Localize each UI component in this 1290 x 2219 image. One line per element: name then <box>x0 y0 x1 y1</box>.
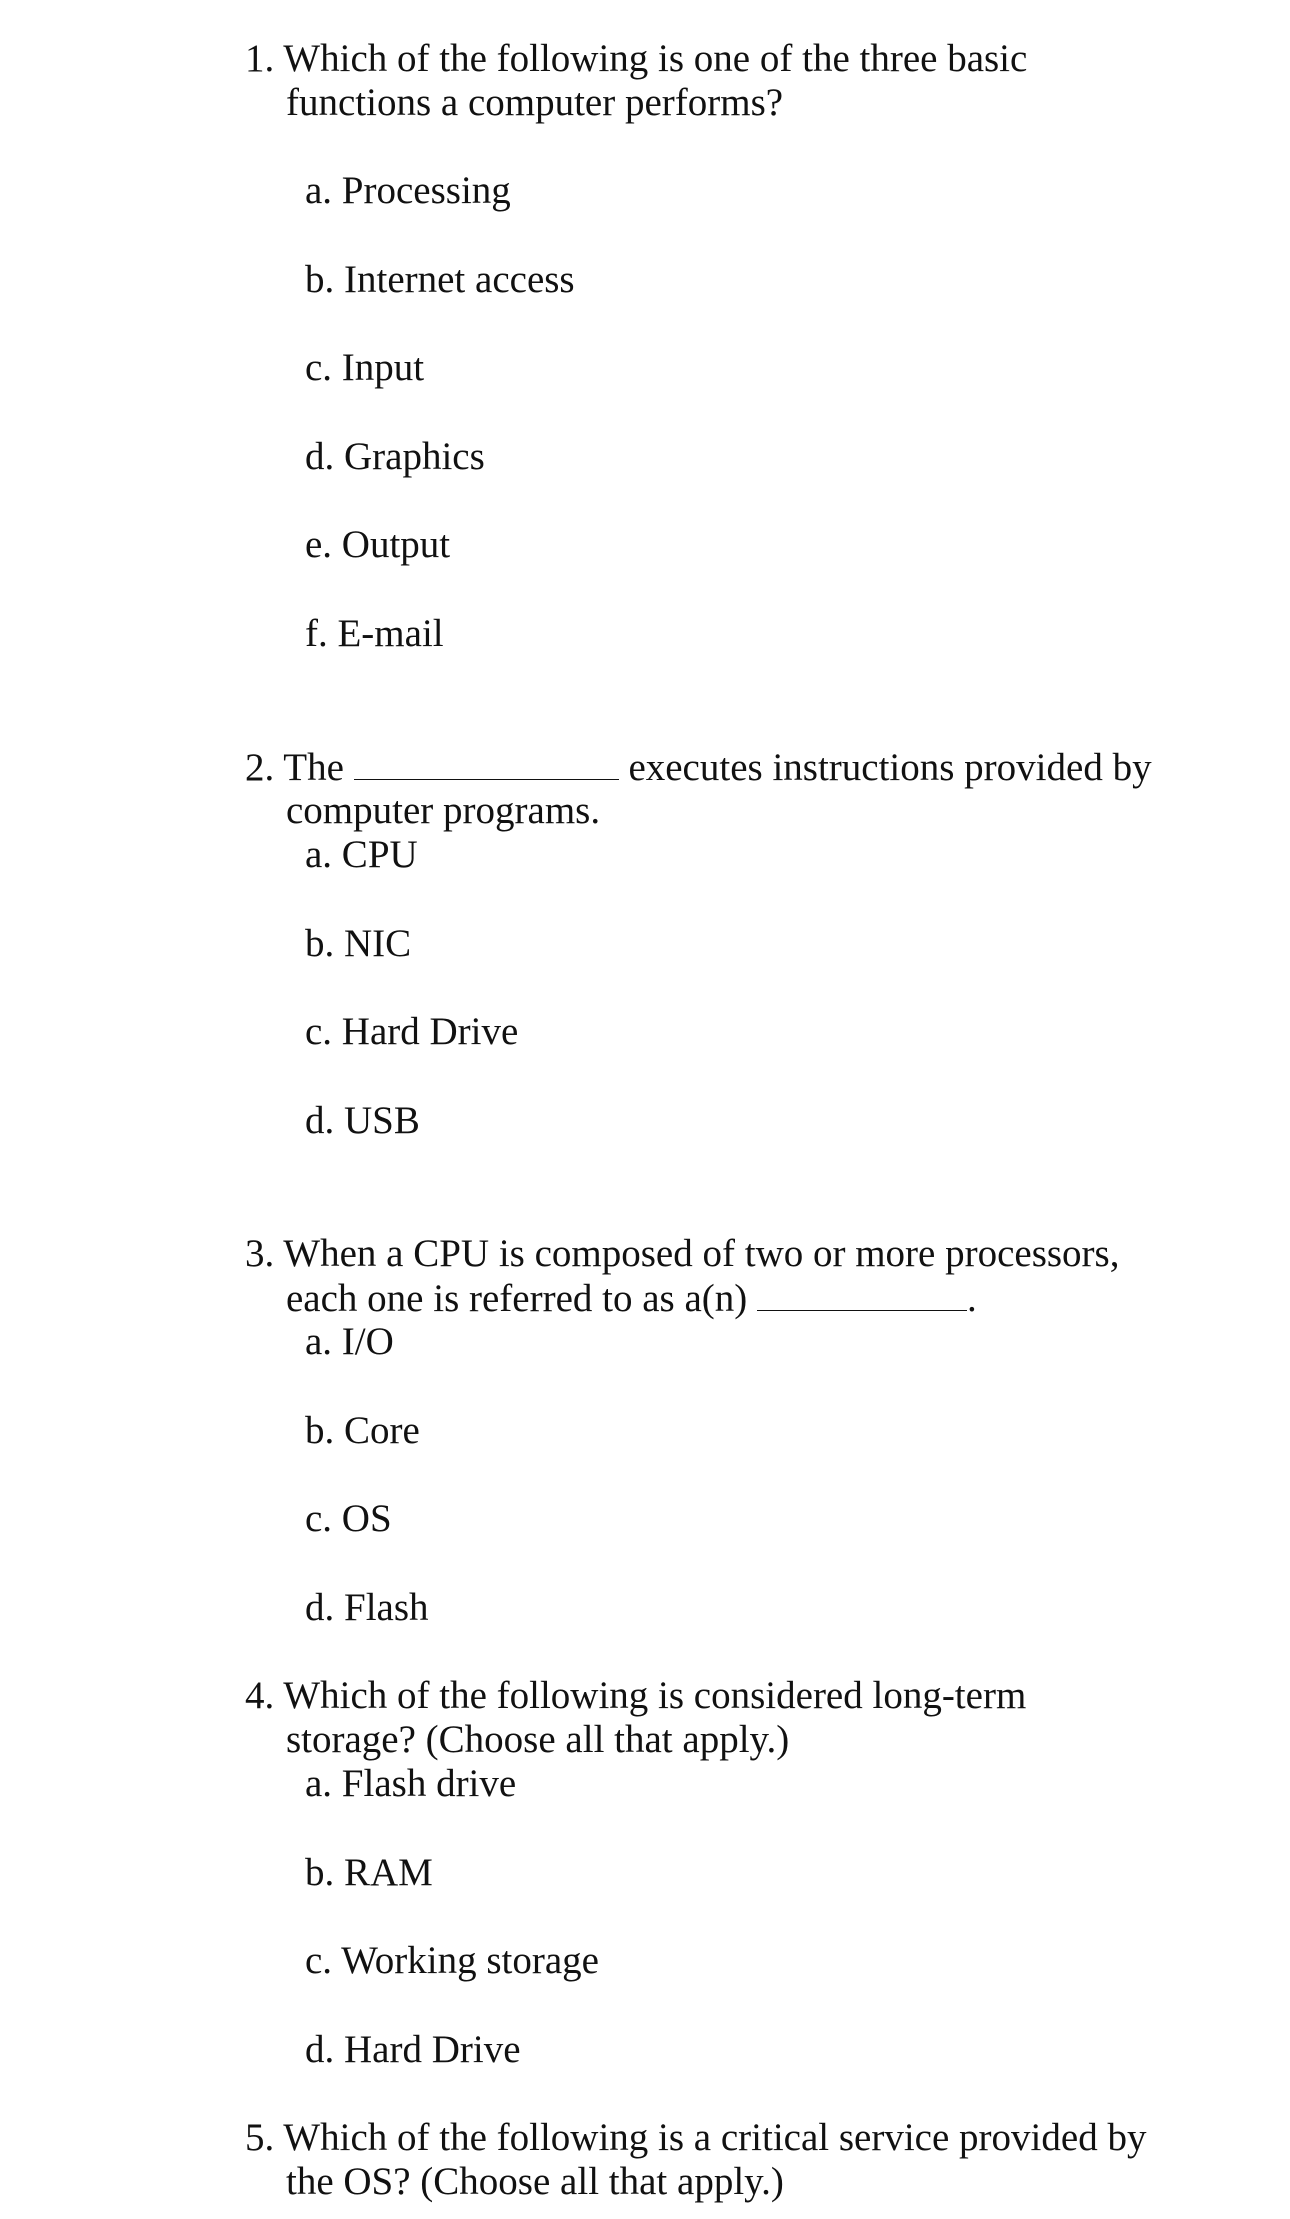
question-3-line1 <box>245 1232 1119 1276</box>
question-1-line2: functions a computer performs? <box>286 81 784 124</box>
question-number: 2. <box>245 746 275 789</box>
answer-option: c. Hard Drive <box>305 1010 519 1053</box>
answer-option: a. I/O <box>305 1320 394 1363</box>
answer-option: a. Flash drive <box>305 1762 517 1805</box>
answer-option: f. E-mail <box>305 612 444 655</box>
answer-option: a. Processing <box>305 169 511 212</box>
answer-option: e. Output <box>305 523 451 566</box>
answer-option: b. Internet access <box>305 258 575 301</box>
question-4-line1 <box>245 1674 1026 1718</box>
question-text: each one is referred to as a(n) <box>286 1277 748 1320</box>
question-1-line1 <box>245 37 1027 81</box>
question-text: Which of the following is one of the three basic <box>283 37 1028 80</box>
answer-option: b. RAM <box>305 1851 433 1894</box>
answer-option: d. Hard Drive <box>305 2028 521 2071</box>
answer-option: c. Input <box>305 346 425 389</box>
answer-option: d. Flash <box>305 1586 429 1629</box>
question-5-line2: the OS? (Choose all that apply.) <box>286 2160 784 2203</box>
answer-option: a. CPU <box>305 833 418 876</box>
question-text: When a CPU is composed of two or more processors, <box>283 1232 1120 1275</box>
answer-option: d. Graphics <box>305 435 485 478</box>
answer-option: c. Working storage <box>305 1939 599 1982</box>
fill-in-blank <box>757 1276 967 1311</box>
answer-option: b. Core <box>305 1409 420 1452</box>
answer-option: d. USB <box>305 1099 420 1142</box>
answer-option: b. NIC <box>305 922 412 965</box>
question-text: Which of the following is a critical service provided by <box>283 2116 1147 2159</box>
question-text: executes instructions provided by <box>628 746 1152 789</box>
question-2-line2: computer programs. <box>286 789 601 832</box>
question-3-line2 <box>286 1276 977 1321</box>
question-text: Which of the following is considered long-term <box>283 1674 1027 1717</box>
question-number: 5. <box>245 2116 275 2159</box>
question-number: 4. <box>245 1674 275 1717</box>
question-2-line1 <box>245 745 1152 790</box>
question-number: 1. <box>245 37 275 80</box>
fill-in-blank <box>354 745 619 780</box>
question-punctuation: . <box>967 1277 977 1320</box>
question-text: The <box>283 746 344 789</box>
question-5-line1 <box>245 2116 1146 2160</box>
answer-option: c. OS <box>305 1497 392 1540</box>
question-4-line2: storage? (Choose all that apply.) <box>286 1718 790 1761</box>
question-number: 3. <box>245 1232 275 1275</box>
